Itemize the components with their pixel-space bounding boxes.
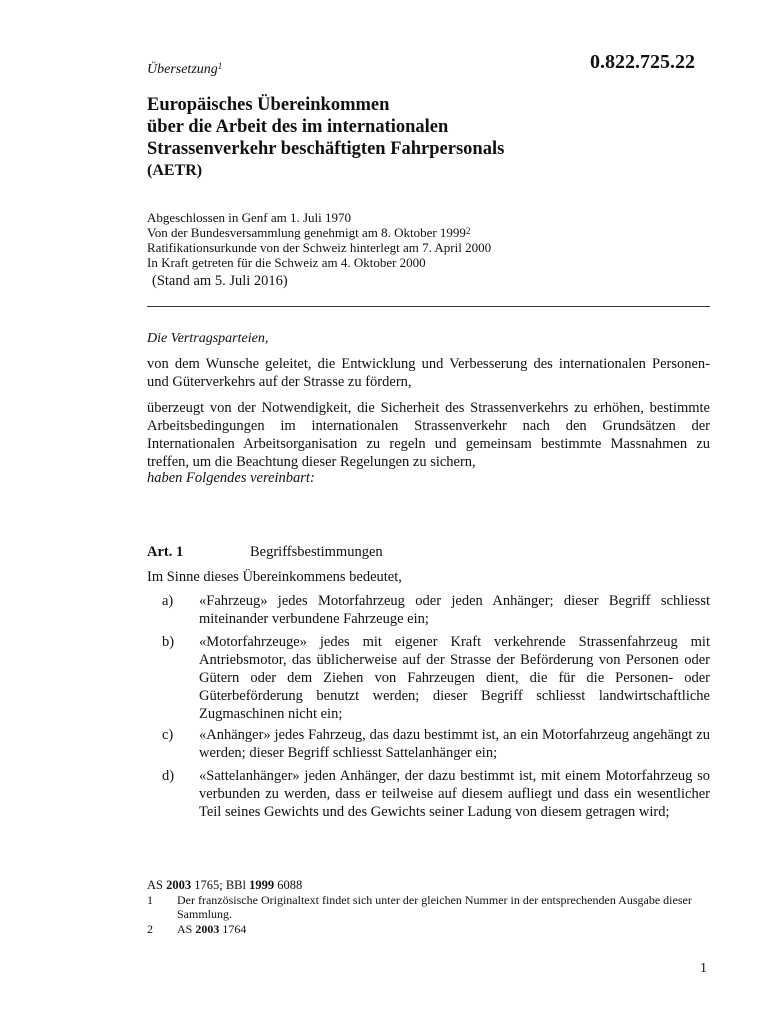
footnote-number: 1 — [147, 893, 153, 907]
preamble-agreed: haben Folgendes vereinbart: — [147, 470, 315, 486]
ratified-date: Ratifikationsurkunde von der Schweiz hinterlegt am 7. April 2000 — [147, 240, 492, 255]
title-line-2: über die Arbeit des im internationalen — [147, 117, 449, 137]
status-date: (Stand am 5. Juli 2016) — [152, 273, 288, 289]
definition-text: «Motorfahrzeuge» jedes mit eigener Kraft verkehrende Strassenfahrzeug mit Antriebsmotor, das üblicherweise auf der Strasse der Beförderung von Personen oder Gütern oder dem Ziehen von Fahrzeugen dient, die für die Personen- oder Güterbeförderung benutzt werden; dieser Begriff schliesst landwirtschaftliche Zugmaschinen nicht ein; — [199, 634, 710, 722]
list-label: d) — [162, 768, 175, 784]
definition-c — [162, 726, 710, 762]
footnote-text: Der französische Originaltext findet sich unter der gleichen Nummer in der entsprechenden Ausgabe dieser Sammlung. — [177, 893, 692, 921]
in-force-date: In Kraft getreten für die Schweiz am 4. Oktober 2000 — [147, 255, 426, 270]
footnote-number: 2 — [147, 922, 153, 936]
definition-text: «Fahrzeug» jedes Motorfahrzeug oder jeden Anhänger; dieser Begriff schliesst miteinander verbundene Fahrzeuge ein; — [199, 593, 710, 627]
approved-date: Von der Bundesversammlung genehmigt am 8. Oktober 1999$^2$ — [147, 225, 471, 240]
preamble-parties: Die Vertragsparteien, — [147, 331, 269, 346]
article-number: Art. 1 — [147, 544, 184, 560]
concluded-date: Abgeschlossen in Genf am 1. Juli 1970 — [147, 210, 352, 225]
metadata-block — [147, 210, 647, 270]
title-line-1: Europäisches Übereinkommen — [147, 95, 390, 115]
translation-text: Übersetzung — [147, 62, 218, 77]
translation-label — [147, 62, 222, 78]
title-line-3: Strassenverkehr beschäftigten Fahrpersonals — [147, 139, 505, 159]
header-divider — [147, 306, 710, 307]
article-intro: Im Sinne dieses Übereinkommens bedeutet, — [147, 569, 402, 585]
list-label: c) — [162, 727, 174, 743]
footnote-2 — [147, 922, 710, 936]
list-label: a) — [162, 593, 174, 609]
sr-number: 0.822.725.22 — [590, 51, 695, 73]
list-label: b) — [162, 634, 175, 650]
footnote-ref-2[interactable]: 2 — [465, 226, 471, 236]
footnote-1 — [147, 893, 710, 921]
as-reference: AS 2003 1765; BBl 1999 6088 — [147, 878, 303, 892]
document-title — [147, 94, 504, 160]
footnote-text: AS 2003 1764 — [177, 922, 247, 936]
title-abbreviation: (AETR) — [147, 162, 203, 179]
definition-text: «Sattelanhänger» jeden Anhänger, der dazu bestimmt ist, mit einem Motorfahrzeug so verbunden zu werden, dass er teilweise auf diesem aufliegt und dass ein wesentlicher Teil seines Gewichts und des Gewichts seiner Ladung von diesem getragen wird; — [199, 768, 710, 820]
preamble-paragraph-1: von dem Wunsche geleitet, die Entwicklung und Verbesserung des internationalen Personen- und Güterverkehrs auf der Strasse zu fördern, — [147, 356, 710, 390]
page-number: 1 — [700, 961, 707, 976]
definition-b — [162, 633, 710, 723]
footnote-ref-1[interactable]: 1 — [217, 61, 223, 71]
article-heading: Begriffsbestimmungen — [250, 544, 383, 560]
definition-a — [162, 592, 710, 628]
preamble-paragraph-2: überzeugt von der Notwendigkeit, die Sicherheit des Strassenverkehrs zu erhöhen, bestimmte Arbeitsbedingungen im internationalen Strassenverkehr nach den Grundsätzen der Internationalen Arbeitsorganisation zu regeln und gemeinsam bestimmte Massnahmen zu treffen, um die Beachtung dieser Regelungen zu sichern, — [147, 400, 710, 470]
definition-d — [162, 767, 710, 821]
definition-text: «Anhänger» jedes Fahrzeug, das dazu bestimmt ist, an ein Motorfahrzeug angehängt zu werden; dieser Begriff schliesst Sattelanhänger ein; — [199, 727, 710, 761]
